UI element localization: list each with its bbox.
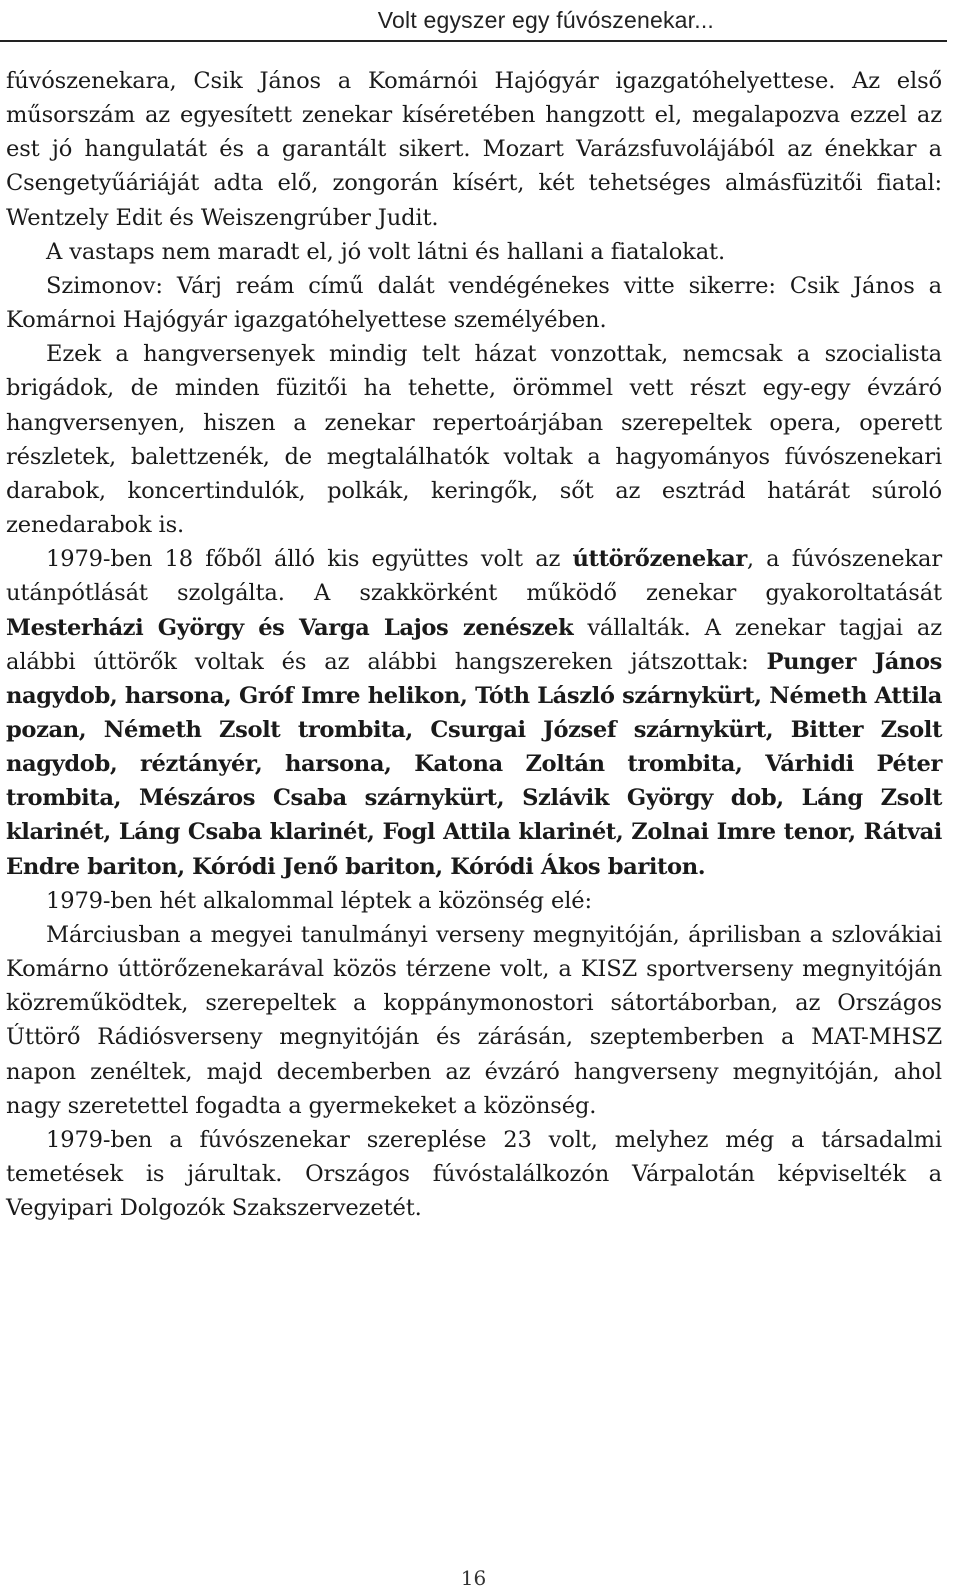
text-run: 1979-ben a fúvószenekar szereplése 23 volt, melyhez még a társadalmi temetések is járultak. Országos fúvóstalálkozón Várpalotán képviselték a Vegyipari Dolgozók Szakszervezetét. <box>6 1126 942 1222</box>
text-run: Szimonov: Várj reám című dalát vendégénekes vitte sikerre: Csik János a Komárnoi Hajógyár igazgatóhelyettese személyében. <box>6 272 942 334</box>
text-run: vállalták. A zenekar tagjai az alábbi úttörők voltak és az alábbi hangszereken játszottak: <box>6 614 942 675</box>
paragraph-p1 <box>6 64 942 235</box>
text-run: Márciusban a megyei tanulmányi verseny megnyitóján, áprilisban a szlovákiai Komárno úttörőzenekarával közös térzene volt, a KISZ sportverseny megnyitóján közreműködtek, szerepeltek a koppánymonostori sátortáborban, az Országos Úttörő Rádiósverseny megnyitóján és zárásán, szeptemberben a MAT-MHSZ napon zenéltek, majd decemberben az évzáró hangverseny megnyitóján, ahol nagy szeretettel fogadta a gyermekeket a közönség. <box>6 921 942 1119</box>
header-title: Volt egyszer egy fúvószenekar... <box>377 7 714 33</box>
page-number: 16 <box>460 1566 487 1590</box>
paragraph-p8 <box>6 1123 942 1225</box>
bold-text-run: Mesterházi György és Varga Lajos zenészek <box>6 614 574 641</box>
paragraph-p5 <box>6 542 942 884</box>
paragraph-p2 <box>6 235 942 269</box>
paragraph-p3 <box>6 269 942 337</box>
article-body <box>6 64 942 1225</box>
paragraph-p4 <box>6 337 942 542</box>
bold-text-run: úttörőzenekar <box>572 546 747 573</box>
paragraph-p7 <box>6 918 942 1123</box>
paragraph-p6 <box>6 884 942 918</box>
text-run: fúvószenekara, Csik János a Komárnói Hajógyár igazgatóhelyettese. Az első műsorszám az egyesített zenekar kíséretében hangzott el, megalapozva ezzel az est jó hangulatát és a garantált sikert. Mozart Varázsfuvolájából az énekkar a Csengetyűáriáját adta elő, zongorán kísért, két tehetséges almásfüzitői fiatal: Wentzely Edit és Weiszengrúber Judit. <box>6 68 942 231</box>
text-run: 1979-ben hét alkalommal léptek a közönség elé: <box>46 887 592 914</box>
text-run: A vastaps nem maradt el, jó volt látni és hallani a fiatalokat. <box>46 238 725 265</box>
running-header <box>0 0 947 42</box>
bold-text-run: Punger János nagydob, harsona, Gróf Imre helikon, Tóth László szárnykürt, Németh Attila pozan, Németh Zsolt trombita, Csurgai József szárnykürt, Bitter Zsolt nagydob, réztányér, harsona, Katona Zoltán trombita, Várhidi Péter trombita, Mészáros Csaba szárnykürt, Szlávik György dob, Láng Zsolt klarinét, Láng Csaba klarinét, Fogl Attila klarinét, Zolnai Imre tenor, Rátvai Endre bariton, Kóródi Jenő bariton, Kóródi Ákos bariton. <box>6 648 942 880</box>
text-run: Ezek a hangversenyek mindig telt házat vonzottak, nemcsak a szocialista brigádok, de minden füzitői ha tehette, örömmel vett részt egy-egy évzáró hangversenyen, hiszen a zenekar repertoárjában szerepeltek opera, operett részletek, balettzenék, de megtalálhatók voltak a hagyományos fúvószenekari darabok, koncertindulók, polkák, keringők, sőt az esztrád határát súroló zenedarabok is. <box>6 341 942 539</box>
text-run: , a fúvószenekar utánpótlását szolgálta. A szakkörként működő zenekar gyakoroltatását <box>6 546 942 607</box>
text-run: 1979-ben 18 főből álló kis együttes volt az <box>46 546 573 573</box>
